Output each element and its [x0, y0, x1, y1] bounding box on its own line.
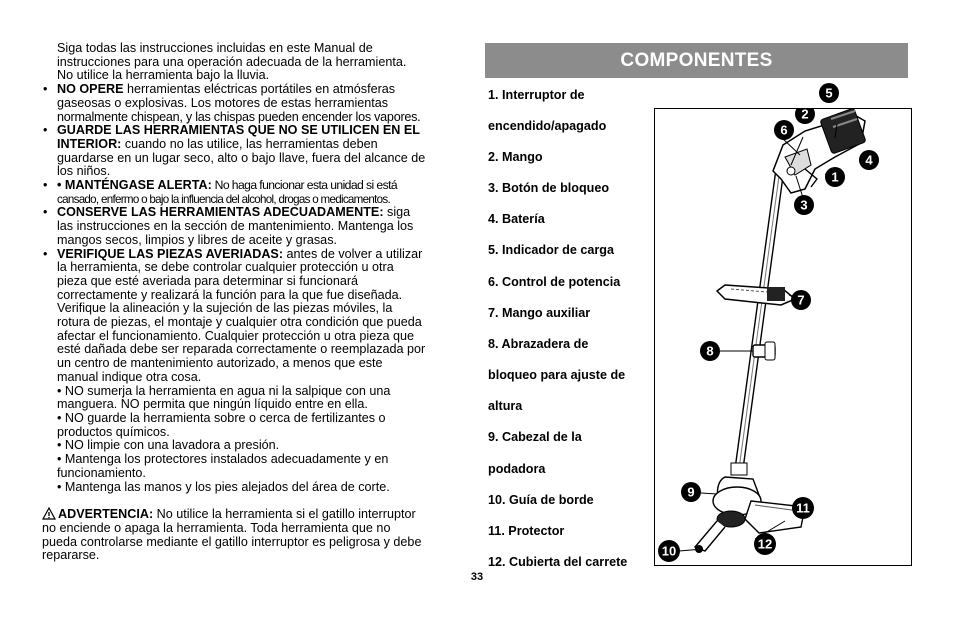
bullet-lead: VERIFIQUE LAS PIEZAS AVERIADAS: [57, 246, 284, 261]
svg-text:1: 1 [831, 169, 839, 185]
component-item: encendido/apagado [488, 119, 607, 133]
warning-lead: ADVERTENCIA: [58, 507, 154, 522]
callout-9 [681, 482, 701, 502]
component-item: 2. Mango [488, 150, 543, 164]
intro-line: instrucciones para una operación adecuada de la herramienta. [57, 54, 407, 69]
svg-text:2: 2 [801, 109, 809, 122]
bullet-text: guardarse en un lugar seco, alto o bajo llave, fuera del alcance de [57, 150, 426, 165]
warning-text: pueda controlarse mediante el gatillo interruptor es peligrosa y debe [42, 534, 422, 549]
bullet-text: antes de volver a utilizar [283, 246, 423, 261]
bullet-text: afectar el funcionamiento. Cualquier protección u otra pieza que [57, 328, 415, 343]
component-item: 5. Indicador de carga [488, 243, 614, 257]
bullet-text: pieza que esté averiada para determinar si funcionará [57, 273, 359, 288]
warning-text: no enciende o apaga la herramienta. Toda herramienta que no [42, 520, 391, 535]
warning-text: repararse. [42, 548, 100, 563]
sub-bullets [42, 385, 470, 495]
component-item: 10. Guía de borde [488, 493, 594, 507]
bullet-text: siga [383, 205, 411, 220]
bullet-text: mangos secos, limpios y libres de aceite y grasas. [57, 232, 337, 247]
component-item: 11. Protector [488, 524, 565, 538]
callout-6 [774, 120, 794, 140]
bullet-lead: • MANTÉNGASE ALERTA: [57, 178, 212, 193]
sub-bullet: manguera. NO permita que ningún líquido entre en ella. [57, 397, 368, 412]
callout-8 [700, 341, 720, 361]
component-item: podadora [488, 462, 546, 476]
warning-paragraph [42, 507, 470, 563]
svg-text:4: 4 [865, 152, 873, 168]
svg-text:5: 5 [825, 85, 833, 101]
svg-text:3: 3 [800, 197, 808, 213]
trimmer-illustration [655, 109, 911, 565]
bullet-text: un centro de mantenimiento autorizado, a menos que este [57, 356, 383, 371]
page-number: 33 [470, 571, 484, 583]
callout-7 [791, 290, 811, 310]
svg-text:9: 9 [687, 484, 695, 500]
sub-bullet: • Mantenga los protectores instalados adecuadamente y en [57, 452, 389, 467]
instructions-column [42, 42, 470, 563]
bullet-verifique: • VERIFIQUE LAS PIEZAS AVERIADAS: antes de volver a utilizar la herramienta, se debe controlar cualquier protección u otra pieza que esté averiada para determinar si funcionará correctamente y realizará la función para la que fue diseñada. Verifique la alineación y la sujeción de las piezas móviles, la rotura de piezas, el montaje y cualquier otra condición que pueda afectar el funcionamiento. Cualquier protección u otra pieza que esté dañada debe ser reparada correctamente o reemplazada por un centro de mantenimiento autorizado, a menos que este manual indique otra cosa. [42, 248, 470, 385]
section-title: COMPONENTES [620, 50, 773, 71]
callout-11 [792, 497, 814, 519]
component-item: 1. Interruptor de [488, 88, 585, 102]
bullet-text: esté dañada debe ser reparada correctamente o reemplazada por [57, 342, 426, 357]
sub-bullet: • NO guarde la herramienta sobre o cerca de fertilizantes o [57, 410, 386, 425]
callout-4 [859, 150, 879, 170]
bullet-text: normalmente chispean, y las chispas pueden encender los vapores. [57, 109, 421, 124]
components-header [485, 43, 908, 78]
bullet-text: cansado, enfermo o bajo la influencia del alcohol, drogas o medicamentos. [57, 192, 391, 206]
sub-bullet: funcionamiento. [57, 465, 146, 480]
svg-text:11: 11 [796, 500, 810, 516]
warning-text: No utilice la herramienta si el gatillo interruptor [153, 507, 416, 522]
bullet-lead: CONSERVE LAS HERRAMIENTAS ADECUADAMENTE: [57, 205, 384, 220]
component-item: 6. Control de potencia [488, 275, 621, 289]
bullet-text: manual indique otra cosa. [57, 369, 202, 384]
sub-bullet: • NO limpie con una lavadora a presión. [57, 438, 280, 453]
bullet-text: las instrucciones en la sección de mantenimiento. Mantenga los [57, 219, 414, 234]
component-item: 12. Cubierta del carrete [488, 555, 628, 569]
svg-text:8: 8 [706, 343, 714, 359]
svg-text:10: 10 [661, 543, 677, 559]
trimmer-diagram [654, 108, 912, 566]
component-item: 3. Botón de bloqueo [488, 181, 610, 195]
sub-bullet: • NO sumerja la herramienta en agua ni la salpique con una [57, 383, 391, 398]
bullet-conserve: • CONSERVE LAS HERRAMIENTAS ADECUADAMENTE: siga las instrucciones en la sección de mantenimiento. Mantenga los mangos secos, limpios y libres de aceite y grasas. [42, 206, 470, 247]
sub-bullet: productos químicos. [57, 424, 170, 439]
callout-5 [818, 82, 840, 104]
callout-12 [754, 533, 776, 555]
bullet-text: herramientas eléctricas portátiles en atmósferas [123, 82, 396, 97]
bullet-lead: NO OPERE [57, 82, 124, 97]
bullet-text: la herramienta, se debe controlar cualquier protección u otra [57, 260, 394, 275]
bullet-lead: INTERIOR: [57, 136, 122, 151]
component-item: 4. Batería [488, 212, 545, 226]
intro-line: Siga todas las instrucciones incluidas en este Manual de [57, 41, 373, 55]
bullet-text: No haga funcionar esta unidad si está [211, 178, 398, 193]
callout-2 [795, 109, 815, 124]
callout-3 [794, 195, 814, 215]
sub-bullet: • Mantenga las manos y los pies alejados del área de corte. [57, 479, 390, 494]
bullet-alerta: • • MANTÉNGASE ALERTA: No haga funcionar esta unidad si está cansado, enfermo o bajo la influencia del alcohol, drogas o medicamentos. [42, 179, 470, 206]
bullet-text: correctamente y realizará la función para la que fue diseñada. [57, 287, 403, 302]
bullet-text: los niños. [57, 164, 111, 179]
bullet-no-opere: • NO OPERE herramientas eléctricas portátiles en atmósferas gaseosas o explosivas. Los motores de estas herramientas normalmente chispean, y las chispas pueden encender los vapores. [42, 83, 470, 124]
component-item: 9. Cabezal de la [488, 430, 582, 444]
component-item: 8. Abrazadera de [488, 337, 589, 351]
svg-text:12: 12 [757, 536, 773, 552]
bullet-text: rotura de piezas, el montaje y cualquier otra condición que pueda [57, 315, 422, 330]
svg-text:7: 7 [797, 292, 805, 308]
bullet-text: Verifique la alineación y la sujeción de las piezas móviles, la [57, 301, 393, 316]
bullet-lead: GUARDE LAS HERRAMIENTAS QUE NO SE UTILICEN EN EL [57, 123, 420, 138]
callout-1 [825, 167, 845, 187]
svg-text:6: 6 [780, 122, 788, 138]
warning-triangle-icon [42, 507, 56, 520]
component-item: 7. Mango auxiliar [488, 306, 591, 320]
callout-10 [658, 540, 680, 562]
intro-line: No utilice la herramienta bajo la lluvia. [57, 68, 270, 83]
component-item: altura [488, 399, 523, 413]
component-item: bloqueo para ajuste de [488, 368, 626, 382]
bullet-text: cuando no las utilice, las herramientas deben [121, 136, 378, 151]
intro-paragraph [42, 42, 470, 83]
bullet-text: gaseosas o explosivas. Los motores de estas herramientas [57, 95, 389, 110]
bullet-guarde: • GUARDE LAS HERRAMIENTAS QUE NO SE UTILICEN EN EL INTERIOR: cuando no las utilice, las herramientas deben guardarse en un lugar seco, alto o bajo llave, fuera del alcance de los niños. [42, 124, 470, 179]
